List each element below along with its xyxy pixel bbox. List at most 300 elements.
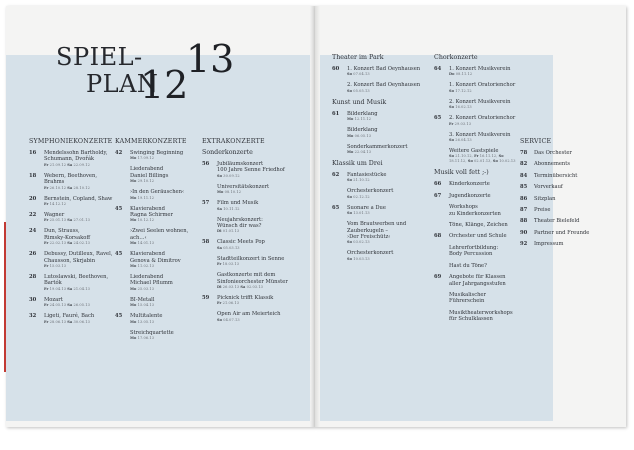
page-number: 84 — [520, 172, 528, 179]
entry-dates — [44, 218, 114, 223]
service-label: Theater Bielefeld — [534, 218, 580, 225]
entry-body — [130, 189, 200, 200]
entry-date: Fr 21.09.12 — [44, 162, 67, 167]
entry-dates — [130, 264, 200, 269]
entry-body — [130, 313, 200, 324]
page-number: 65 — [332, 204, 340, 211]
service-label: Das Orchester — [534, 150, 572, 156]
entry-dates — [217, 285, 302, 290]
entry-dates — [130, 336, 200, 341]
entry-date: Sa 02.03.13 — [240, 285, 264, 290]
entry-date: Sa 30.06.13 — [67, 319, 90, 324]
page-number: 85 — [520, 184, 528, 191]
entry-title: Ragna Schirmer — [130, 212, 173, 219]
entry-body — [449, 222, 520, 228]
program-entry — [434, 82, 520, 93]
page-number: 45 — [115, 251, 123, 258]
entry-title: 1. Konzert Oratorienchor — [449, 82, 516, 89]
page-number — [202, 184, 217, 195]
entry-title: Zauberkugeln – — [347, 227, 389, 234]
program-entry — [29, 196, 114, 207]
page-number: 64 — [434, 66, 442, 72]
page-number — [332, 144, 347, 155]
entry-dates — [449, 138, 520, 143]
entry-body — [347, 205, 428, 216]
program-entry — [29, 173, 114, 191]
entry-title: Universitätskonzert — [217, 183, 270, 190]
extra-subheading: Sonderkonzerte — [202, 149, 253, 156]
entry-date: Fr 24.05.13 — [44, 303, 67, 308]
entry-title: Schumann, Dvořák — [44, 156, 95, 163]
entry-date: Sa 27.01.13 — [67, 218, 90, 223]
entry-title: aller Jahrgangsstufen — [449, 280, 506, 287]
page-number: 22 — [29, 212, 37, 219]
title-plan: PLAN — [86, 70, 159, 98]
symphony-list — [29, 150, 114, 325]
program-entry — [29, 274, 114, 292]
entry-dates — [449, 154, 520, 164]
entry-body — [449, 132, 520, 143]
entry-date: Fr 14.12.12 — [44, 202, 67, 207]
entry-date: Fr 28.06.13 — [44, 319, 67, 324]
entry-title: 2. Konzert Musikverein — [449, 98, 511, 105]
page-number — [434, 245, 449, 258]
program-entry — [434, 66, 520, 77]
entry-date: Sa 24.02.13 — [67, 241, 90, 246]
entry-date: So 21.10.12, Fr 16.11.12, — [449, 154, 498, 159]
entry-date: Mo 06.05.13 — [347, 133, 372, 138]
extra-heading: EXTRAKONZERTE — [202, 138, 265, 145]
chor-list — [434, 66, 520, 164]
page-number: 88 — [520, 218, 528, 225]
page-number — [115, 297, 130, 308]
program-entry — [115, 166, 200, 184]
program-entry — [29, 150, 114, 168]
musikvoll-list — [434, 181, 520, 322]
entry-title: Neujahrskonzert: — [217, 216, 263, 223]
entry-title: 3. Konzert Musikverein — [449, 131, 511, 138]
entry-title: 100 Jahre Senne Friedhof — [217, 167, 285, 174]
entry-title: ›Der Freischütz‹ — [347, 234, 391, 241]
entry-title: Orchester und Schule — [449, 233, 507, 240]
entry-dates — [130, 320, 200, 325]
program-entry — [434, 99, 520, 110]
entry-body — [347, 172, 428, 183]
symphony-heading: SYMPHONIEKONZERTE — [29, 138, 113, 145]
entry-title: 1. Konzert Musikverein — [449, 66, 511, 72]
entry-title: Multitalente — [130, 313, 163, 320]
entry-body — [449, 181, 520, 187]
program-entry — [332, 82, 428, 93]
service-entry — [520, 161, 610, 167]
entry-dates — [347, 150, 428, 155]
entry-dates — [347, 117, 428, 122]
entry-title: Film und Musik — [217, 200, 259, 207]
page-number: 56 — [202, 161, 210, 167]
entry-dates — [347, 72, 428, 77]
page-number: 30 — [29, 296, 37, 303]
entry-date: Sa 05.03.13 — [217, 245, 240, 250]
program-entry — [202, 161, 302, 179]
right-column-2 — [434, 50, 520, 328]
entry-title: ›Zwei Seelen wohnen, ach…‹ — [130, 228, 189, 241]
entry-dates — [217, 246, 302, 251]
entry-title: Hast du Töne? — [449, 262, 487, 269]
page-number — [434, 82, 449, 93]
entry-date: So 18.11.12, So 02.01.13, — [449, 154, 504, 164]
entry-body — [217, 161, 302, 179]
entry-title: Liederabend — [130, 166, 164, 173]
entry-title: Classic Meets Pop — [217, 239, 265, 246]
entry-body — [217, 272, 302, 290]
entry-title: Musikalischer Führerschein — [449, 291, 486, 305]
entry-date: Fr 15.03.13 — [44, 264, 67, 269]
entry-title: Angebote für Klassen — [449, 274, 506, 281]
entry-dates — [44, 186, 114, 191]
page-number: 16 — [29, 150, 37, 156]
program-entry — [434, 193, 520, 199]
entry-body — [347, 221, 428, 245]
entry-date: Sa 21.04.13 — [67, 286, 90, 291]
program-entry — [202, 256, 302, 267]
entry-body — [449, 82, 520, 93]
entry-dates — [130, 196, 200, 201]
entry-title: Suonare a Due — [347, 204, 386, 211]
program-entry — [202, 295, 302, 306]
program-entry — [202, 200, 302, 211]
page-number — [434, 263, 449, 269]
page-number: 90 — [520, 229, 528, 236]
entry-title: Workshops — [449, 204, 478, 211]
entry-body — [44, 251, 114, 269]
entry-date: So 03.02.13 — [347, 240, 370, 245]
entry-dates — [44, 287, 114, 292]
title-spiel: SPIEL- — [56, 43, 143, 71]
entry-date: Fr 22.02.13 — [44, 241, 67, 246]
page-number: 61 — [332, 110, 340, 117]
entry-date: Mo 19.11.12 — [130, 195, 155, 200]
page-number: 57 — [202, 200, 210, 207]
program-entry — [434, 245, 520, 258]
entry-title: 2. Konzert Oratorienchor — [449, 115, 516, 122]
service-entry — [520, 150, 610, 156]
entry-title: Töne, Klänge, Zeichen — [449, 222, 508, 229]
program-entry — [434, 148, 520, 164]
service-entry — [520, 230, 610, 236]
entry-body — [130, 206, 200, 224]
entry-dates — [130, 218, 200, 223]
entry-body — [44, 274, 114, 292]
page-number: 59 — [202, 295, 210, 302]
klassik-list — [332, 172, 428, 262]
book-spine — [310, 6, 320, 427]
entry-date: Mo 22.04.13 — [347, 150, 372, 155]
entry-title: Jubiläumskonzert — [217, 161, 264, 167]
entry-title: Stadtteilkonzert in Senne — [217, 255, 285, 262]
page-number: 87 — [520, 206, 528, 213]
program-entry — [202, 311, 302, 322]
entry-title: Bilderklang — [347, 127, 378, 134]
entry-body — [130, 150, 200, 161]
theater-list — [332, 66, 428, 94]
entry-date: Fr 21.06.13 — [217, 301, 240, 306]
program-entry — [332, 250, 428, 261]
page-number: 45 — [115, 205, 123, 212]
program-entry — [332, 188, 428, 199]
entry-date: So 16.02.13 — [449, 105, 472, 110]
entry-title: Bartók — [44, 280, 62, 287]
entry-body — [44, 173, 114, 191]
entry-dates — [347, 211, 428, 216]
page-number — [202, 272, 217, 290]
page-number — [332, 82, 347, 93]
entry-title: Klavierabend — [130, 205, 165, 212]
entry-date: Fr 19.04.13 — [44, 286, 67, 291]
page-number: 42 — [115, 150, 123, 156]
program-entry — [115, 330, 200, 341]
entry-date: Mo 17.09.12 — [130, 156, 155, 161]
entry-dates — [130, 287, 200, 292]
entry-title: Michael Pflumm — [130, 280, 173, 287]
program-entry — [115, 228, 200, 246]
entry-date: Mo 12.11.12 — [347, 117, 372, 122]
entry-title: Liederabend — [130, 274, 164, 281]
entry-body — [449, 66, 520, 77]
right-column-1 — [332, 50, 428, 267]
entry-dates — [449, 89, 520, 94]
chamber-heading: KAMMERKONZERTE — [115, 138, 187, 145]
theater-heading: Theater im Park — [332, 54, 384, 61]
program-entry — [115, 206, 200, 224]
entry-body — [449, 245, 520, 258]
program-entry — [115, 189, 200, 200]
entry-title: für Schulklassen — [449, 316, 493, 323]
entry-title: Ligeti, Fauré, Bach — [44, 313, 95, 320]
service-heading: SERVICE — [520, 138, 552, 145]
entry-date: So 13.01.13 — [347, 211, 370, 216]
entry-title: Open Air am Meierteich — [217, 311, 281, 318]
entry-title: Gastkonzerte mit dem — [217, 272, 276, 279]
entry-title: BI-Metall — [130, 296, 155, 303]
entry-date: So 26.04.13 — [449, 138, 472, 143]
page-number: 32 — [29, 313, 37, 320]
program-entry — [332, 111, 428, 122]
entry-date: Mo 29.10.12 — [130, 179, 155, 184]
entry-body — [217, 311, 302, 322]
entry-body — [347, 82, 428, 93]
service-entry — [520, 218, 610, 224]
entry-title: 2. Konzert Bad Oeynhausen — [347, 82, 421, 89]
entry-body — [449, 274, 520, 287]
entry-title: Picknick trifft Klassik — [217, 295, 274, 302]
entry-date: Fr 29.03.13 — [449, 121, 472, 126]
program-entry — [434, 115, 520, 126]
program-entry — [29, 228, 114, 246]
entry-title: Mendelssohn Bartholdy, — [44, 150, 108, 156]
page-number — [202, 256, 217, 267]
service-entry — [520, 207, 610, 213]
entry-body — [449, 204, 520, 217]
entry-date: Mo 25.03.13 — [130, 286, 155, 291]
entry-dates — [44, 264, 114, 269]
entry-dates — [44, 320, 114, 325]
entry-body — [130, 228, 200, 246]
service-column — [520, 138, 610, 253]
chor-heading: Chorkonzerte — [434, 54, 478, 61]
entry-title: Kinderkonzerte — [449, 181, 490, 188]
page-number: 24 — [29, 228, 37, 235]
service-label: Abonnements — [534, 161, 571, 168]
red-edge-marker — [4, 222, 6, 372]
entry-title: Body Percussion — [449, 251, 493, 258]
kunst-list — [332, 111, 428, 155]
program-entry — [332, 205, 428, 216]
program-entry — [29, 297, 114, 308]
program-entry — [332, 144, 428, 155]
page-number — [115, 228, 130, 246]
entry-date: So 17.12.12 — [449, 88, 472, 93]
entry-title: Fantasiestücke — [347, 172, 387, 179]
entry-dates — [217, 190, 302, 195]
program-entry — [434, 204, 520, 217]
program-entry — [115, 274, 200, 292]
entry-body — [217, 256, 302, 267]
entry-title: Brahms — [44, 179, 65, 186]
entry-title: zu Kinderkonzerten — [449, 210, 501, 217]
entry-body — [449, 115, 520, 126]
page-number — [434, 310, 449, 323]
program-entry — [202, 184, 302, 195]
entry-body — [217, 295, 302, 306]
entry-dates — [347, 134, 428, 139]
service-entry — [520, 196, 610, 202]
entry-dates — [449, 122, 520, 127]
title-year-12: 12 — [140, 63, 189, 107]
entry-body — [130, 297, 200, 308]
entry-title: Wagner — [44, 212, 65, 219]
page-number — [202, 217, 217, 235]
entry-body — [347, 144, 428, 155]
entry-body — [449, 292, 520, 305]
entry-date: Fr 25.01.13 — [44, 218, 67, 223]
program-entry — [332, 66, 428, 77]
page-number: 78 — [520, 150, 528, 156]
program-entry — [29, 313, 114, 324]
program-entry — [434, 292, 520, 305]
service-label: Preise — [534, 206, 551, 213]
entry-title: Orchesterkonzert — [347, 250, 394, 257]
entry-dates — [449, 105, 520, 110]
entry-date: Mo 17.06.13 — [130, 336, 155, 341]
page-number — [434, 148, 449, 164]
program-entry — [115, 297, 200, 308]
entry-body — [44, 196, 114, 207]
program-entry — [332, 127, 428, 138]
entry-title: Bilderklang — [347, 110, 378, 117]
entry-date: So 10.02.13 — [492, 159, 516, 164]
musikvoll-heading: Musik voll fett ;-) — [434, 169, 489, 177]
entry-dates — [44, 241, 114, 246]
entry-body — [449, 310, 520, 323]
page-number: 18 — [29, 172, 37, 179]
entry-dates — [130, 303, 200, 308]
entry-title: Orchesterkonzert — [347, 188, 394, 195]
entry-title: Rimsky-Korsakoff — [44, 234, 91, 241]
service-entry — [520, 173, 610, 179]
entry-dates — [347, 257, 428, 262]
title-year-13: 13 — [186, 37, 235, 81]
program-entry — [202, 217, 302, 235]
service-entry — [520, 184, 610, 190]
page-number — [115, 189, 130, 200]
entry-date: Sa 28.10.12 — [67, 185, 90, 190]
entry-body — [347, 111, 428, 122]
entry-title: Debussy, Dutilleux, Ravel, — [44, 251, 113, 258]
entry-body — [130, 251, 200, 269]
entry-title: 1. Konzert Bad Oeynhausen — [347, 66, 421, 72]
entry-date: Mo 08.10.12 — [217, 190, 242, 195]
page-number — [434, 204, 449, 217]
entry-dates — [217, 174, 302, 179]
program-entry — [434, 274, 520, 287]
page-number: 20 — [29, 195, 37, 202]
entry-date: Fr 18.03.13 — [217, 262, 240, 267]
page-number — [202, 311, 217, 322]
entry-body — [347, 188, 428, 199]
entry-title: Dun, Strauss, — [44, 228, 80, 235]
page-number: 69 — [434, 274, 442, 281]
entry-body — [44, 228, 114, 246]
page-number — [332, 250, 347, 261]
entry-dates — [44, 303, 114, 308]
entry-title: Genova & Dimitrov — [130, 257, 181, 264]
entry-body — [449, 263, 520, 269]
entry-title: Jugendkonzerte — [449, 192, 491, 199]
entry-dates — [217, 229, 302, 234]
entry-date: Sa 22.09.12 — [67, 162, 90, 167]
program-entry — [115, 251, 200, 269]
klassik-heading: Klassik um Drei — [332, 160, 383, 168]
entry-body — [44, 297, 114, 308]
entry-body — [449, 233, 520, 239]
entry-body — [130, 166, 200, 184]
entry-dates — [44, 163, 114, 168]
entry-title: Vom Brautwerben und — [347, 221, 407, 228]
entry-date: Fr 26.10.12 — [44, 185, 67, 190]
entry-title: Daniel Billings — [130, 172, 169, 179]
entry-date: Sa 10.11.12 — [217, 206, 240, 211]
page-number: 60 — [332, 66, 340, 72]
entry-body — [217, 200, 302, 211]
entry-body — [44, 313, 114, 324]
entry-body — [347, 250, 428, 261]
page-number — [115, 274, 130, 292]
entry-body — [217, 239, 302, 250]
entry-date: Sa 26.05.13 — [67, 303, 90, 308]
program-entry — [434, 132, 520, 143]
program-entry — [115, 150, 200, 161]
entry-title: ›In den Geräuschen‹ — [130, 189, 185, 196]
entry-dates — [217, 262, 302, 267]
extra-list — [202, 161, 302, 323]
page-number: 82 — [520, 161, 528, 168]
page-number — [332, 221, 347, 245]
entry-body — [449, 148, 520, 164]
entry-title: Swinging Beginning — [130, 150, 184, 156]
entry-dates — [347, 178, 428, 183]
kunst-heading: Kunst und Musik — [332, 98, 387, 106]
entry-body — [347, 127, 428, 138]
